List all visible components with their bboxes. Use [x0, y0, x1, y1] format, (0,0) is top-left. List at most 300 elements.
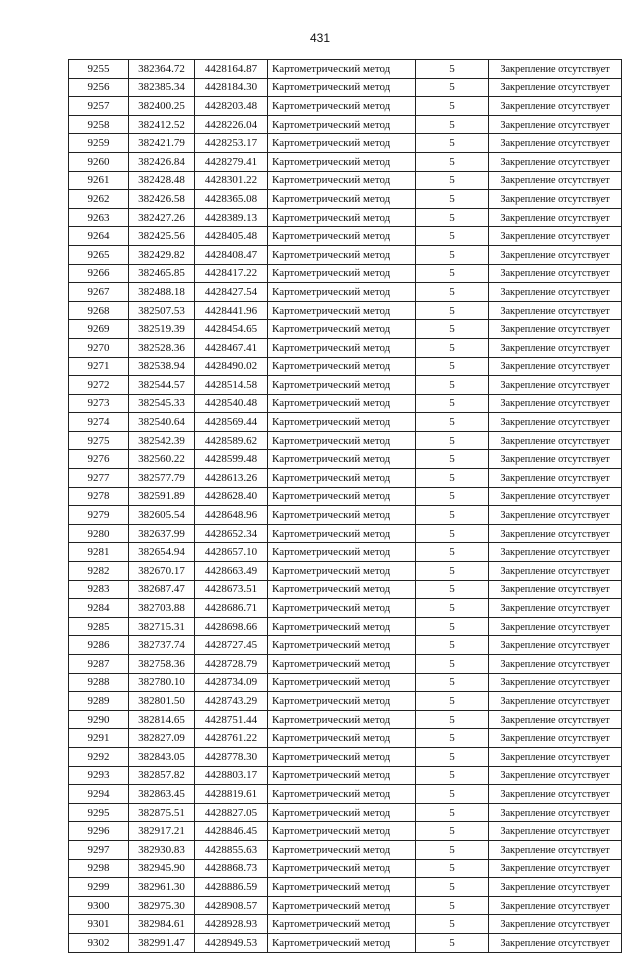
accuracy-cell: 5: [416, 60, 489, 79]
x-coordinate-cell: 382425.56: [129, 227, 195, 246]
table-row: [69, 785, 622, 804]
y-coordinate-cell: 4428673.51: [195, 580, 268, 599]
y-coordinate-cell: 4428868.73: [195, 859, 268, 878]
y-coordinate-cell: 4428949.53: [195, 933, 268, 952]
y-coordinate-cell: 4428184.30: [195, 78, 268, 97]
table-row: [69, 357, 622, 376]
accuracy-cell: 5: [416, 543, 489, 562]
fixing-cell: Закрепление отсутствует: [489, 394, 622, 413]
point-number-cell: 9259: [69, 134, 129, 153]
fixing-cell: Закрепление отсутствует: [489, 747, 622, 766]
table-row: [69, 78, 622, 97]
method-cell: Картометрический метод: [268, 134, 416, 153]
x-coordinate-cell: 382991.47: [129, 933, 195, 952]
table-row: [69, 636, 622, 655]
coordinates-table-body: [69, 60, 622, 953]
method-cell: Картометрический метод: [268, 636, 416, 655]
accuracy-cell: 5: [416, 134, 489, 153]
table-row: [69, 859, 622, 878]
accuracy-cell: 5: [416, 562, 489, 581]
x-coordinate-cell: 382715.31: [129, 617, 195, 636]
table-row: [69, 599, 622, 618]
fixing-cell: Закрепление отсутствует: [489, 487, 622, 506]
fixing-cell: Закрепление отсутствует: [489, 933, 622, 952]
method-cell: Картометрический метод: [268, 320, 416, 339]
accuracy-cell: 5: [416, 283, 489, 302]
fixing-cell: Закрепление отсутствует: [489, 301, 622, 320]
point-number-cell: 9277: [69, 469, 129, 488]
point-number-cell: 9291: [69, 729, 129, 748]
accuracy-cell: 5: [416, 97, 489, 116]
table-row: [69, 710, 622, 729]
table-row: [69, 524, 622, 543]
x-coordinate-cell: 382538.94: [129, 357, 195, 376]
fixing-cell: Закрепление отсутствует: [489, 376, 622, 395]
point-number-cell: 9264: [69, 227, 129, 246]
table-row: [69, 747, 622, 766]
accuracy-cell: 5: [416, 785, 489, 804]
point-number-cell: 9295: [69, 803, 129, 822]
point-number-cell: 9266: [69, 264, 129, 283]
point-number-cell: 9296: [69, 822, 129, 841]
table-row: [69, 673, 622, 692]
accuracy-cell: 5: [416, 655, 489, 674]
fixing-cell: Закрепление отсутствует: [489, 469, 622, 488]
fixing-cell: Закрепление отсутствует: [489, 134, 622, 153]
point-number-cell: 9276: [69, 450, 129, 469]
table-row: [69, 580, 622, 599]
fixing-cell: Закрепление отсутствует: [489, 766, 622, 785]
table-row: [69, 487, 622, 506]
x-coordinate-cell: 382429.82: [129, 245, 195, 264]
method-cell: Картометрический метод: [268, 617, 416, 636]
y-coordinate-cell: 4428751.44: [195, 710, 268, 729]
y-coordinate-cell: 4428657.10: [195, 543, 268, 562]
y-coordinate-cell: 4428467.41: [195, 338, 268, 357]
fixing-cell: Закрепление отсутствует: [489, 878, 622, 897]
accuracy-cell: 5: [416, 729, 489, 748]
fixing-cell: Закрепление отсутствует: [489, 413, 622, 432]
x-coordinate-cell: 382545.33: [129, 394, 195, 413]
point-number-cell: 9257: [69, 97, 129, 116]
y-coordinate-cell: 4428928.93: [195, 915, 268, 934]
method-cell: Картометрический метод: [268, 190, 416, 209]
x-coordinate-cell: 382560.22: [129, 450, 195, 469]
method-cell: Картометрический метод: [268, 859, 416, 878]
method-cell: Картометрический метод: [268, 933, 416, 952]
accuracy-cell: 5: [416, 190, 489, 209]
fixing-cell: Закрепление отсутствует: [489, 115, 622, 134]
accuracy-cell: 5: [416, 450, 489, 469]
point-number-cell: 9255: [69, 60, 129, 79]
x-coordinate-cell: 382670.17: [129, 562, 195, 581]
y-coordinate-cell: 4428734.09: [195, 673, 268, 692]
x-coordinate-cell: 382428.48: [129, 171, 195, 190]
fixing-cell: Закрепление отсутствует: [489, 636, 622, 655]
method-cell: Картометрический метод: [268, 506, 416, 525]
fixing-cell: Закрепление отсутствует: [489, 450, 622, 469]
fixing-cell: Закрепление отсутствует: [489, 543, 622, 562]
fixing-cell: Закрепление отсутствует: [489, 729, 622, 748]
method-cell: Картометрический метод: [268, 710, 416, 729]
method-cell: Картометрический метод: [268, 301, 416, 320]
y-coordinate-cell: 4428613.26: [195, 469, 268, 488]
table-row: [69, 171, 622, 190]
method-cell: Картометрический метод: [268, 655, 416, 674]
point-number-cell: 9279: [69, 506, 129, 525]
x-coordinate-cell: 382427.26: [129, 208, 195, 227]
table-row: [69, 655, 622, 674]
point-number-cell: 9272: [69, 376, 129, 395]
accuracy-cell: 5: [416, 692, 489, 711]
point-number-cell: 9282: [69, 562, 129, 581]
fixing-cell: Закрепление отсутствует: [489, 283, 622, 302]
accuracy-cell: 5: [416, 301, 489, 320]
fixing-cell: Закрепление отсутствует: [489, 245, 622, 264]
point-number-cell: 9286: [69, 636, 129, 655]
x-coordinate-cell: 382465.85: [129, 264, 195, 283]
y-coordinate-cell: 4428728.79: [195, 655, 268, 674]
y-coordinate-cell: 4428226.04: [195, 115, 268, 134]
accuracy-cell: 5: [416, 245, 489, 264]
point-number-cell: 9297: [69, 840, 129, 859]
fixing-cell: Закрепление отсутствует: [489, 673, 622, 692]
accuracy-cell: 5: [416, 171, 489, 190]
y-coordinate-cell: 4428698.66: [195, 617, 268, 636]
method-cell: Картометрический метод: [268, 227, 416, 246]
method-cell: Картометрический метод: [268, 562, 416, 581]
point-number-cell: 9275: [69, 431, 129, 450]
table-row: [69, 152, 622, 171]
y-coordinate-cell: 4428663.49: [195, 562, 268, 581]
method-cell: Картометрический метод: [268, 413, 416, 432]
point-number-cell: 9289: [69, 692, 129, 711]
table-row: [69, 208, 622, 227]
point-number-cell: 9287: [69, 655, 129, 674]
y-coordinate-cell: 4428417.22: [195, 264, 268, 283]
x-coordinate-cell: 382857.82: [129, 766, 195, 785]
point-number-cell: 9258: [69, 115, 129, 134]
method-cell: Картометрический метод: [268, 896, 416, 915]
y-coordinate-cell: 4428628.40: [195, 487, 268, 506]
accuracy-cell: 5: [416, 915, 489, 934]
fixing-cell: Закрепление отсутствует: [489, 840, 622, 859]
table-row: [69, 376, 622, 395]
accuracy-cell: 5: [416, 320, 489, 339]
method-cell: Картометрический метод: [268, 692, 416, 711]
fixing-cell: Закрепление отсутствует: [489, 264, 622, 283]
method-cell: Картометрический метод: [268, 152, 416, 171]
accuracy-cell: 5: [416, 152, 489, 171]
accuracy-cell: 5: [416, 506, 489, 525]
point-number-cell: 9263: [69, 208, 129, 227]
method-cell: Картометрический метод: [268, 766, 416, 785]
y-coordinate-cell: 4428886.59: [195, 878, 268, 897]
coordinates-table: [68, 59, 622, 953]
fixing-cell: Закрепление отсутствует: [489, 896, 622, 915]
accuracy-cell: 5: [416, 264, 489, 283]
method-cell: Картометрический метод: [268, 524, 416, 543]
point-number-cell: 9283: [69, 580, 129, 599]
y-coordinate-cell: 4428164.87: [195, 60, 268, 79]
x-coordinate-cell: 382984.61: [129, 915, 195, 934]
table-row: [69, 413, 622, 432]
y-coordinate-cell: 4428441.96: [195, 301, 268, 320]
fixing-cell: Закрепление отсутствует: [489, 710, 622, 729]
x-coordinate-cell: 382917.21: [129, 822, 195, 841]
table-row: [69, 840, 622, 859]
point-number-cell: 9288: [69, 673, 129, 692]
point-number-cell: 9294: [69, 785, 129, 804]
point-number-cell: 9268: [69, 301, 129, 320]
x-coordinate-cell: 382528.36: [129, 338, 195, 357]
x-coordinate-cell: 382577.79: [129, 469, 195, 488]
x-coordinate-cell: 382488.18: [129, 283, 195, 302]
fixing-cell: Закрепление отсутствует: [489, 171, 622, 190]
table-row: [69, 896, 622, 915]
x-coordinate-cell: 382863.45: [129, 785, 195, 804]
y-coordinate-cell: 4428846.45: [195, 822, 268, 841]
x-coordinate-cell: 382814.65: [129, 710, 195, 729]
point-number-cell: 9285: [69, 617, 129, 636]
accuracy-cell: 5: [416, 803, 489, 822]
accuracy-cell: 5: [416, 431, 489, 450]
accuracy-cell: 5: [416, 673, 489, 692]
x-coordinate-cell: 382737.74: [129, 636, 195, 655]
table-row: [69, 766, 622, 785]
fixing-cell: Закрепление отсутствует: [489, 357, 622, 376]
x-coordinate-cell: 382801.50: [129, 692, 195, 711]
accuracy-cell: 5: [416, 524, 489, 543]
method-cell: Картометрический метод: [268, 878, 416, 897]
fixing-cell: Закрепление отсутствует: [489, 803, 622, 822]
y-coordinate-cell: 4428540.48: [195, 394, 268, 413]
page-number: 431: [309, 31, 331, 45]
fixing-cell: Закрепление отсутствует: [489, 859, 622, 878]
y-coordinate-cell: 4428253.17: [195, 134, 268, 153]
table-row: [69, 803, 622, 822]
table-row: [69, 264, 622, 283]
accuracy-cell: 5: [416, 78, 489, 97]
x-coordinate-cell: 382542.39: [129, 431, 195, 450]
accuracy-cell: 5: [416, 357, 489, 376]
fixing-cell: Закрепление отсутствует: [489, 227, 622, 246]
point-number-cell: 9262: [69, 190, 129, 209]
y-coordinate-cell: 4428389.13: [195, 208, 268, 227]
fixing-cell: Закрепление отсутствует: [489, 152, 622, 171]
accuracy-cell: 5: [416, 413, 489, 432]
accuracy-cell: 5: [416, 115, 489, 134]
table-row: [69, 822, 622, 841]
x-coordinate-cell: 382519.39: [129, 320, 195, 339]
method-cell: Картометрический метод: [268, 450, 416, 469]
x-coordinate-cell: 382975.30: [129, 896, 195, 915]
x-coordinate-cell: 382945.90: [129, 859, 195, 878]
method-cell: Картометрический метод: [268, 97, 416, 116]
accuracy-cell: 5: [416, 208, 489, 227]
x-coordinate-cell: 382703.88: [129, 599, 195, 618]
method-cell: Картометрический метод: [268, 357, 416, 376]
table-row: [69, 543, 622, 562]
method-cell: Картометрический метод: [268, 580, 416, 599]
method-cell: Картометрический метод: [268, 487, 416, 506]
accuracy-cell: 5: [416, 580, 489, 599]
table-row: [69, 320, 622, 339]
accuracy-cell: 5: [416, 710, 489, 729]
method-cell: Картометрический метод: [268, 78, 416, 97]
table-row: [69, 729, 622, 748]
point-number-cell: 9260: [69, 152, 129, 171]
table-row: [69, 97, 622, 116]
accuracy-cell: 5: [416, 840, 489, 859]
fixing-cell: Закрепление отсутствует: [489, 97, 622, 116]
y-coordinate-cell: 4428490.02: [195, 357, 268, 376]
point-number-cell: 9280: [69, 524, 129, 543]
accuracy-cell: 5: [416, 617, 489, 636]
table-row: [69, 878, 622, 897]
y-coordinate-cell: 4428301.22: [195, 171, 268, 190]
x-coordinate-cell: 382930.83: [129, 840, 195, 859]
x-coordinate-cell: 382400.25: [129, 97, 195, 116]
y-coordinate-cell: 4428427.54: [195, 283, 268, 302]
x-coordinate-cell: 382827.09: [129, 729, 195, 748]
method-cell: Картометрический метод: [268, 822, 416, 841]
accuracy-cell: 5: [416, 933, 489, 952]
x-coordinate-cell: 382591.89: [129, 487, 195, 506]
x-coordinate-cell: 382364.72: [129, 60, 195, 79]
accuracy-cell: 5: [416, 338, 489, 357]
method-cell: Картометрический метод: [268, 673, 416, 692]
y-coordinate-cell: 4428743.29: [195, 692, 268, 711]
x-coordinate-cell: 382426.84: [129, 152, 195, 171]
method-cell: Картометрический метод: [268, 394, 416, 413]
y-coordinate-cell: 4428908.57: [195, 896, 268, 915]
fixing-cell: Закрепление отсутствует: [489, 524, 622, 543]
table-row: [69, 562, 622, 581]
method-cell: Картометрический метод: [268, 60, 416, 79]
y-coordinate-cell: 4428405.48: [195, 227, 268, 246]
method-cell: Картометрический метод: [268, 115, 416, 134]
method-cell: Картометрический метод: [268, 803, 416, 822]
point-number-cell: 9302: [69, 933, 129, 952]
point-number-cell: 9300: [69, 896, 129, 915]
fixing-cell: Закрепление отсутствует: [489, 617, 622, 636]
point-number-cell: 9299: [69, 878, 129, 897]
fixing-cell: Закрепление отсутствует: [489, 208, 622, 227]
method-cell: Картометрический метод: [268, 915, 416, 934]
method-cell: Картометрический метод: [268, 376, 416, 395]
x-coordinate-cell: 382421.79: [129, 134, 195, 153]
accuracy-cell: 5: [416, 469, 489, 488]
fixing-cell: Закрепление отсутствует: [489, 431, 622, 450]
y-coordinate-cell: 4428819.61: [195, 785, 268, 804]
y-coordinate-cell: 4428803.17: [195, 766, 268, 785]
method-cell: Картометрический метод: [268, 840, 416, 859]
table-row: [69, 283, 622, 302]
method-cell: Картометрический метод: [268, 431, 416, 450]
y-coordinate-cell: 4428652.34: [195, 524, 268, 543]
point-number-cell: 9273: [69, 394, 129, 413]
x-coordinate-cell: 382426.58: [129, 190, 195, 209]
table-row: [69, 915, 622, 934]
x-coordinate-cell: 382540.64: [129, 413, 195, 432]
method-cell: Картометрический метод: [268, 171, 416, 190]
y-coordinate-cell: 4428365.08: [195, 190, 268, 209]
table-row: [69, 469, 622, 488]
x-coordinate-cell: 382385.34: [129, 78, 195, 97]
point-number-cell: 9293: [69, 766, 129, 785]
y-coordinate-cell: 4428648.96: [195, 506, 268, 525]
x-coordinate-cell: 382544.57: [129, 376, 195, 395]
accuracy-cell: 5: [416, 227, 489, 246]
point-number-cell: 9278: [69, 487, 129, 506]
table-row: [69, 190, 622, 209]
point-number-cell: 9271: [69, 357, 129, 376]
method-cell: Картометрический метод: [268, 729, 416, 748]
y-coordinate-cell: 4428599.48: [195, 450, 268, 469]
y-coordinate-cell: 4428827.05: [195, 803, 268, 822]
x-coordinate-cell: 382875.51: [129, 803, 195, 822]
fixing-cell: Закрепление отсутствует: [489, 785, 622, 804]
point-number-cell: 9261: [69, 171, 129, 190]
fixing-cell: Закрепление отсутствует: [489, 692, 622, 711]
accuracy-cell: 5: [416, 859, 489, 878]
table-row: [69, 617, 622, 636]
point-number-cell: 9269: [69, 320, 129, 339]
fixing-cell: Закрепление отсутствует: [489, 78, 622, 97]
table-row: [69, 245, 622, 264]
y-coordinate-cell: 4428203.48: [195, 97, 268, 116]
x-coordinate-cell: 382507.53: [129, 301, 195, 320]
method-cell: Картометрический метод: [268, 338, 416, 357]
accuracy-cell: 5: [416, 822, 489, 841]
x-coordinate-cell: 382637.99: [129, 524, 195, 543]
accuracy-cell: 5: [416, 599, 489, 618]
table-row: [69, 450, 622, 469]
table-row: [69, 394, 622, 413]
table-row: [69, 115, 622, 134]
y-coordinate-cell: 4428589.62: [195, 431, 268, 450]
x-coordinate-cell: 382758.36: [129, 655, 195, 674]
fixing-cell: Закрепление отсутствует: [489, 506, 622, 525]
point-number-cell: 9256: [69, 78, 129, 97]
point-number-cell: 9292: [69, 747, 129, 766]
point-number-cell: 9267: [69, 283, 129, 302]
table-row: [69, 692, 622, 711]
x-coordinate-cell: 382654.94: [129, 543, 195, 562]
method-cell: Картометрический метод: [268, 208, 416, 227]
accuracy-cell: 5: [416, 636, 489, 655]
y-coordinate-cell: 4428408.47: [195, 245, 268, 264]
method-cell: Картометрический метод: [268, 469, 416, 488]
x-coordinate-cell: 382687.47: [129, 580, 195, 599]
accuracy-cell: 5: [416, 878, 489, 897]
table-row: [69, 227, 622, 246]
y-coordinate-cell: 4428727.45: [195, 636, 268, 655]
x-coordinate-cell: 382412.52: [129, 115, 195, 134]
fixing-cell: Закрепление отсутствует: [489, 338, 622, 357]
y-coordinate-cell: 4428514.58: [195, 376, 268, 395]
y-coordinate-cell: 4428761.22: [195, 729, 268, 748]
method-cell: Картометрический метод: [268, 543, 416, 562]
y-coordinate-cell: 4428778.30: [195, 747, 268, 766]
point-number-cell: 9284: [69, 599, 129, 618]
point-number-cell: 9265: [69, 245, 129, 264]
table-row: [69, 60, 622, 79]
accuracy-cell: 5: [416, 376, 489, 395]
fixing-cell: Закрепление отсутствует: [489, 599, 622, 618]
point-number-cell: 9301: [69, 915, 129, 934]
